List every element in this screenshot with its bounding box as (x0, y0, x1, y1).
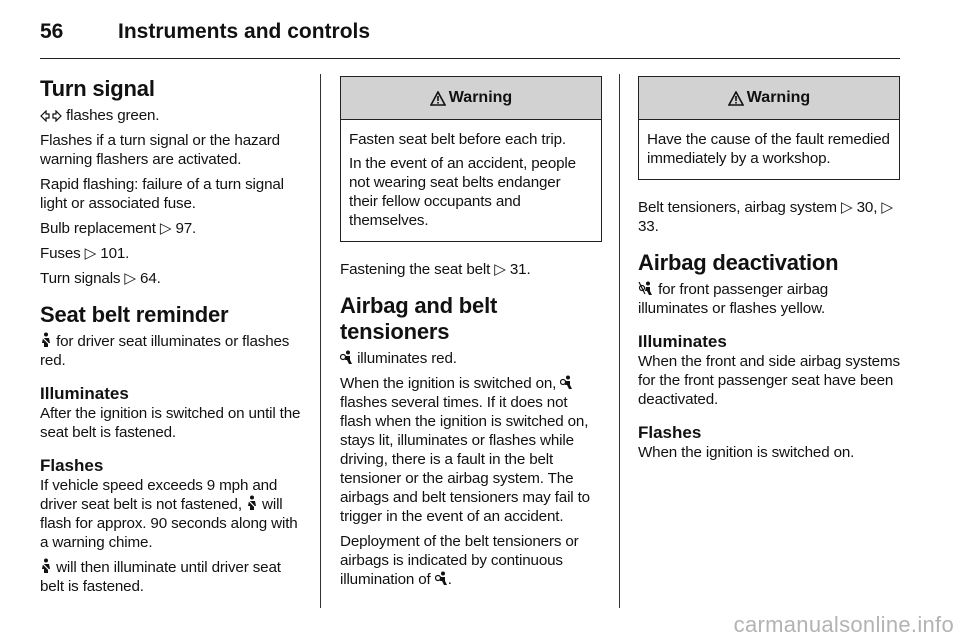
column-1 (40, 76, 302, 602)
airbag-person-icon (560, 375, 573, 390)
illuminates-text: After the ignition is switched on until the seat belt is fastened. (40, 405, 301, 441)
page-header (40, 14, 900, 54)
column-2 (340, 76, 602, 595)
warning-triangle-icon (728, 91, 744, 106)
airbag-text: When the ignition is switched on, flashes several times. If it does not flash when the ignition is switched on, stays lit, illuminates or flashes while driving, there is a fault in the belt tensioner or the airbag system. The airbags and belt tensioners may fail to trigger in the event of an accident. (340, 375, 590, 525)
seat-belt-paragraph: for driver seat illuminates or flashes red. (40, 333, 290, 369)
airbag-off-icon (638, 281, 654, 296)
seat-belt-person-icon (40, 332, 52, 348)
seat-belt-person-icon (246, 495, 258, 511)
airbag-person-icon (340, 350, 353, 365)
column-3 (638, 76, 900, 468)
airbag-paragraph: illuminates red. (340, 349, 602, 368)
warning-body (639, 120, 899, 179)
warning-box (340, 76, 602, 242)
flashes-heading: Flashes (40, 456, 104, 475)
warning-box (638, 76, 900, 180)
airbag-deactivation-heading: Airbag deactivation (638, 250, 839, 275)
illuminates-heading: Illuminates (40, 384, 129, 403)
bulb-replacement-ref: Bulb replacement ▷ 97. (40, 220, 197, 237)
warning-text: In the event of an accident, people not wearing seat belts endanger their fellow occupants and themselves. (349, 155, 576, 229)
turn-signal-heading: Turn signal (40, 76, 155, 101)
warning-body (341, 120, 601, 241)
turn-signal-text: Flashes if a turn signal or the hazard warning flashers are activated. (40, 132, 280, 168)
column-divider (619, 74, 620, 608)
belt-tensioners-ref: Belt tensioners, airbag system ▷ 30, ▷ 33. (638, 199, 893, 235)
flashes-heading: Flashes (638, 423, 702, 442)
seat-belt-person-icon (40, 558, 52, 574)
turn-signal-arrows-icon (40, 110, 62, 122)
warning-triangle-icon (430, 91, 446, 106)
airbag-deactivation-paragraph: for front passenger airbag illuminates or flashes yellow. (638, 281, 829, 317)
column-divider (320, 74, 321, 608)
header-rule (40, 58, 900, 59)
page-title: Instruments and controls (118, 20, 371, 43)
warning-header: Warning (341, 77, 601, 120)
page-number: 56 (40, 20, 64, 43)
airbag-heading: Airbag and belt tensioners (340, 293, 498, 344)
warning-text: Have the cause of the fault remedied immediately by a workshop. (647, 131, 890, 167)
turn-signal-paragraph: flashes green. (40, 106, 302, 125)
fastening-ref: Fastening the seat belt ▷ 31. (340, 261, 531, 278)
seat-belt-reminder-heading: Seat belt reminder (40, 302, 229, 327)
turn-signals-ref: Turn signals ▷ 64. (40, 270, 161, 287)
seat-belt-final-text: will then illuminate until driver seat belt is fastened. (40, 559, 281, 595)
watermark: carmanualsonline.info (733, 612, 954, 637)
warning-text: Fasten seat belt before each trip. (349, 131, 566, 148)
turn-signal-text: Rapid flashing: failure of a turn signal light or associated fuse. (40, 176, 284, 212)
flashes-text: If vehicle speed exceeds 9 mph and driver seat belt is not fastened, will flash for approx. 90 seconds along with a warning chime. (40, 477, 298, 551)
fuses-ref: Fuses ▷ 101. (40, 245, 130, 262)
illuminates-heading: Illuminates (638, 332, 727, 351)
airbag-person-icon (435, 571, 448, 586)
airbag-deployment-text: Deployment of the belt tensioners or airbags is indicated by continuous illumination of . (340, 533, 579, 588)
illuminates-text: When the front and side airbag systems for the front passenger seat have been deactivated. (638, 353, 900, 408)
flashes-text: When the ignition is switched on. (638, 444, 855, 461)
warning-header: Warning (639, 77, 899, 120)
